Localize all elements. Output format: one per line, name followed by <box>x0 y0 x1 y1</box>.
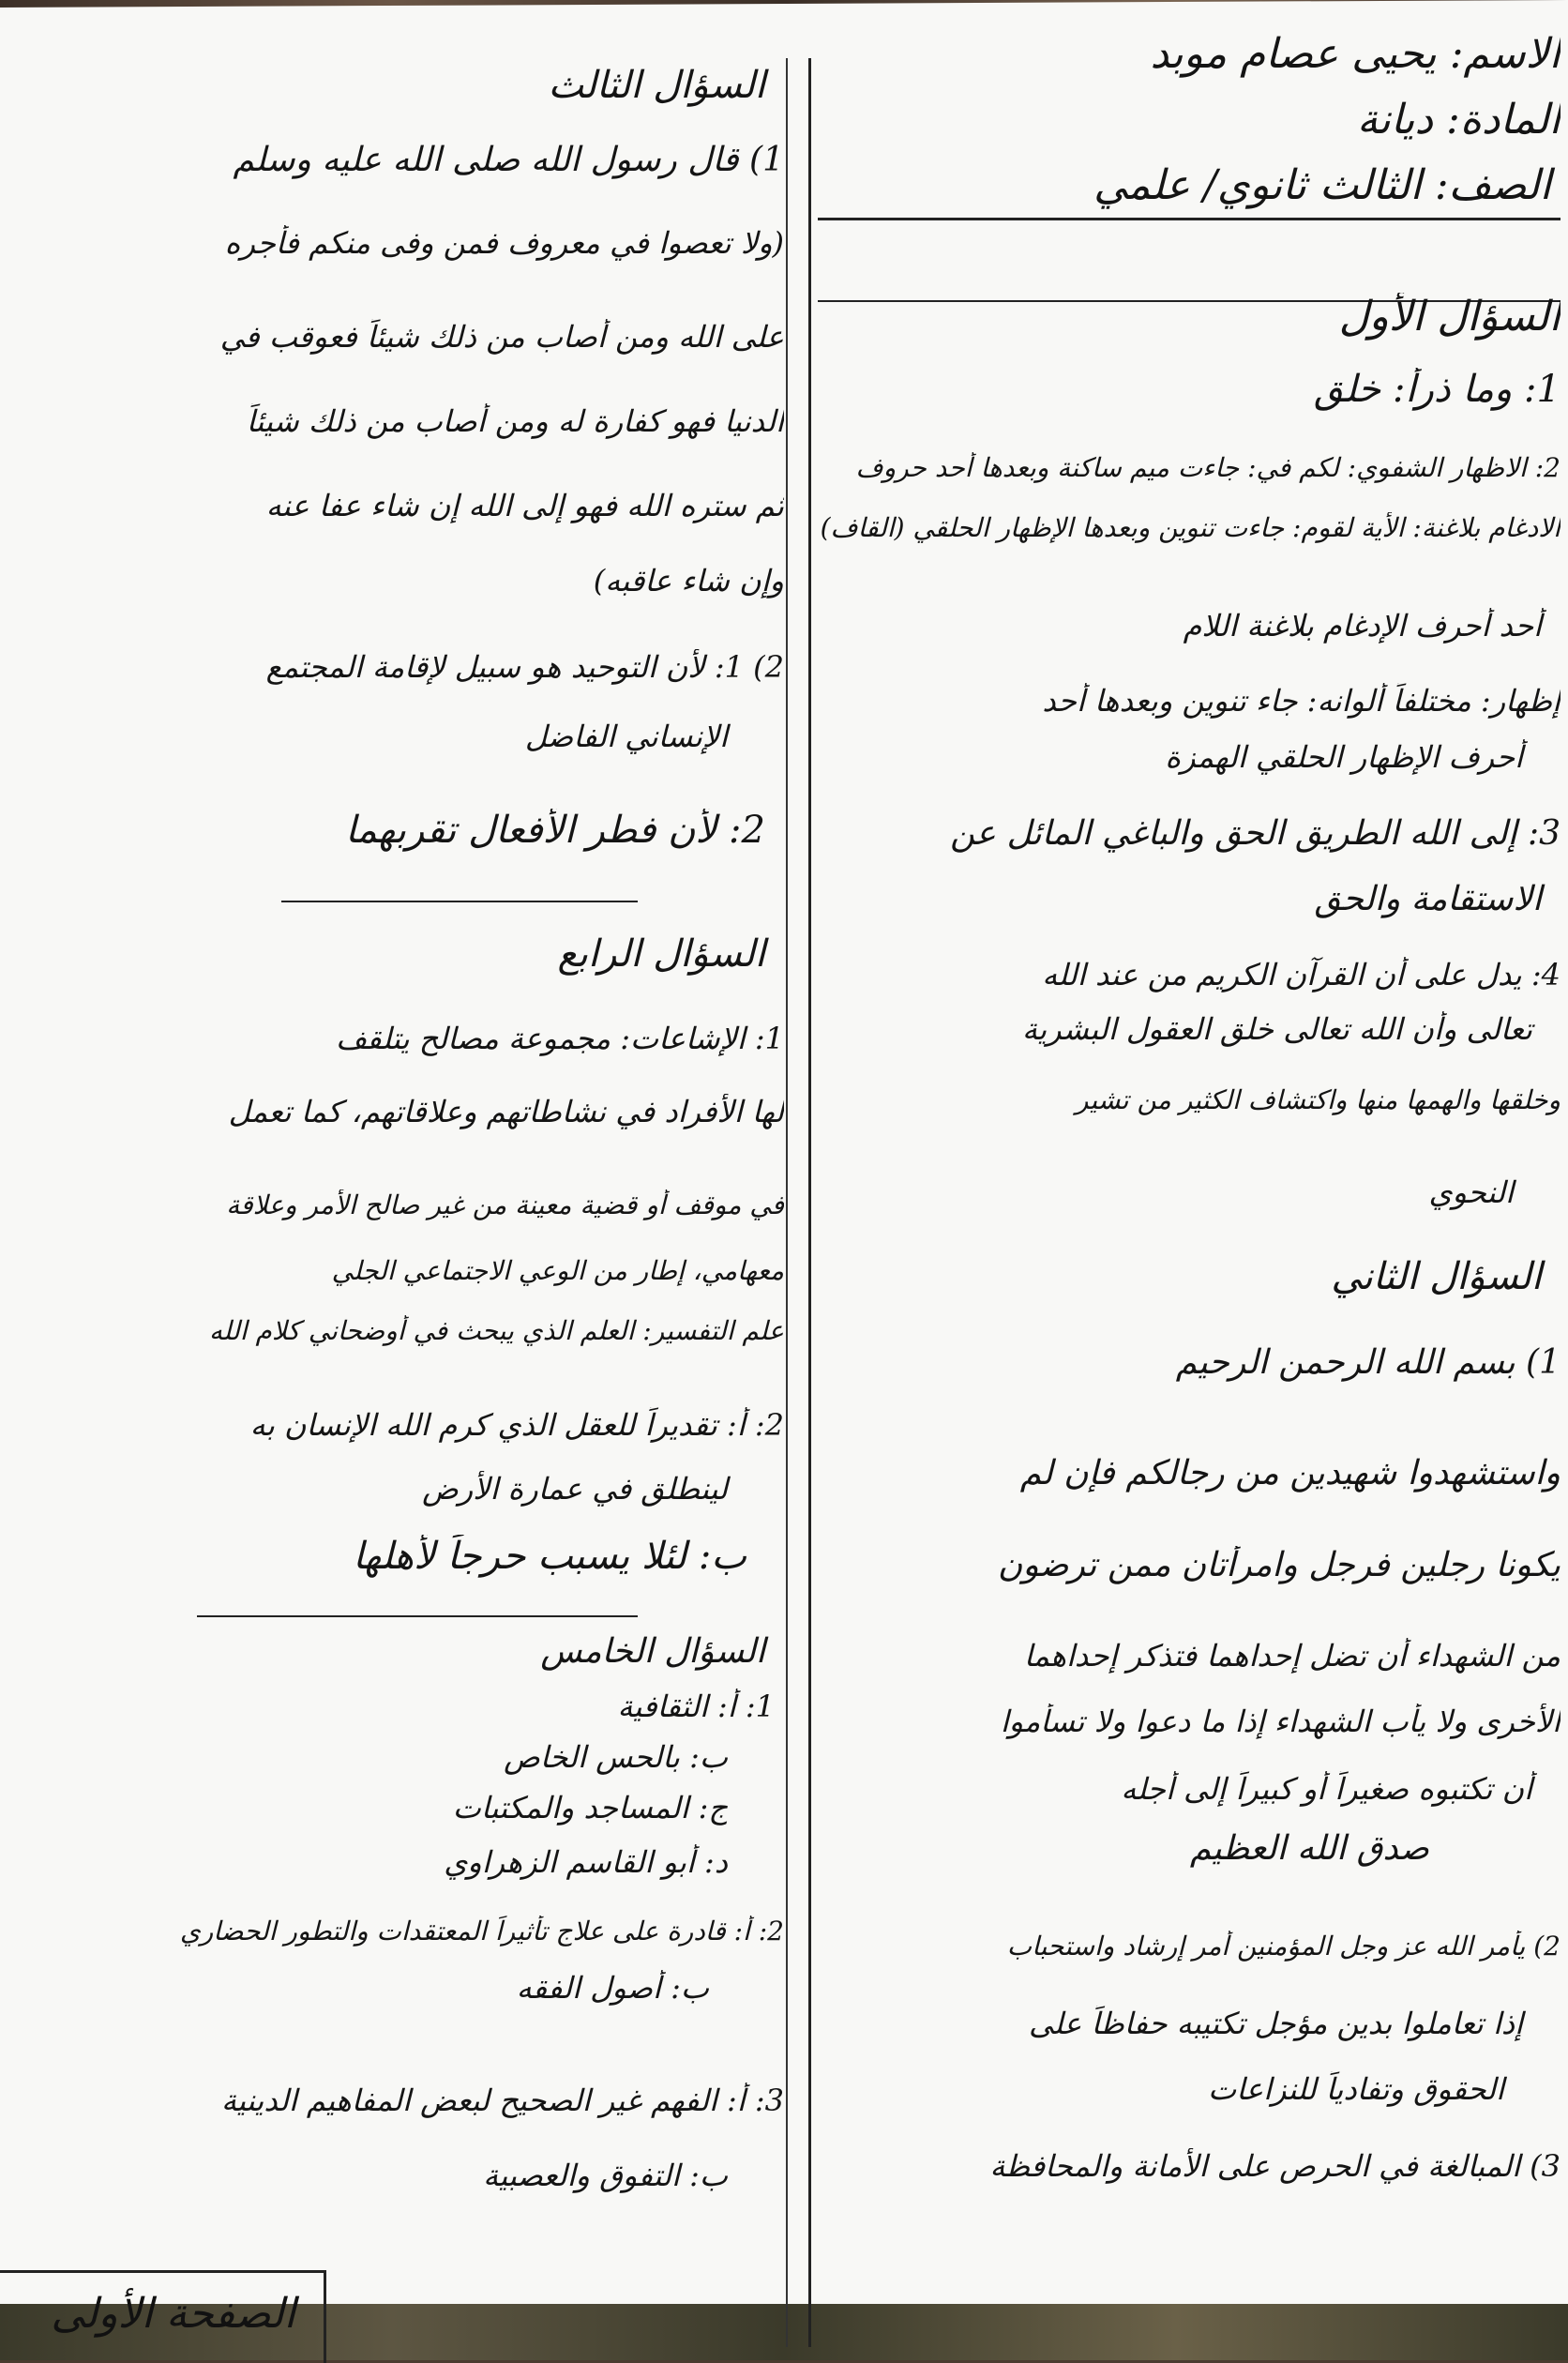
q3-line: على الله ومن أصاب من ذلك شيئاً فعوقب في <box>219 319 784 355</box>
q4-line: معهامي، إطار من الوعي الاجتماعي الجلي <box>331 1255 784 1286</box>
q4-line: لها الأفراد في نشاطاتهم وعلاقاتهم، كما تعمل <box>228 1094 784 1129</box>
q2-line: من الشهداء أن تضل إحداهما فتذكر إحداهما <box>1023 1638 1560 1674</box>
q5-line: 3: أ: الفهم غير الصحيح لبعض المفاهيم الدينية <box>220 2083 784 2118</box>
q3-line: 2: لأن فطر الأفعال تقربهما <box>345 809 765 852</box>
q2-line: إذا تعاملوا بدين مؤجل تكتيبه حفاظاً على <box>1029 2006 1523 2041</box>
q3-line: الدنيا فهو كفارة له ومن أصاب من ذلك شيئاً <box>246 403 784 439</box>
header-underline <box>818 218 1560 220</box>
q1-line: أحرف الإظهار الحلقي الهمزة <box>1165 739 1523 775</box>
column-divider <box>808 58 811 2347</box>
q4-line: في موقف أو قضية معينة من غير صالح الأمر وعلاقة <box>226 1189 784 1220</box>
q4-separator <box>197 1615 638 1617</box>
q5-line: ج: المساجد والمكتبات <box>452 1790 728 1825</box>
q4-line: لينطلق في عمارة الأرض <box>422 1471 728 1507</box>
q1-line: أحد أحرف الإدغام بلاغنة اللام <box>1183 608 1542 644</box>
q2-line: 1) بسم الله الرحمن الرحيم <box>1175 1343 1560 1382</box>
q4-line: 2: أ: تقديراً للعقل الذي كرم الله الإنسان به <box>249 1407 784 1443</box>
q5-line: ب: أصول الفقه <box>516 1970 709 2006</box>
q3-line: (ولا تعصوا في معروف فمن وفى منكم فأجره <box>224 225 784 261</box>
q3-title: السؤال الثالث <box>548 64 765 107</box>
q1-line: النحوي <box>1428 1174 1514 1210</box>
grade: الصف: الثالث ثانوي/ علمي <box>1093 161 1551 209</box>
q3-line: 1) قال رسول الله صلى الله عليه وسلم <box>233 141 784 179</box>
q2-line: الحقوق وتفادياً للنزاعات <box>1208 2071 1504 2107</box>
q2-line: أن تكتبوه صغيراً أو كبيراً إلى أجله <box>1121 1771 1532 1807</box>
q1-title: السؤال الأول <box>1338 293 1560 341</box>
q2-line: واستشهدوا شهيدين من رجالكم فإن لم <box>1019 1454 1560 1492</box>
subject: المادة: ديانة <box>1356 96 1560 144</box>
right-column <box>818 19 1560 2345</box>
left-column <box>0 19 784 2270</box>
q1-line: تعالى وأن الله تعالى خلق العقول البشرية <box>1022 1011 1532 1047</box>
page-label: الصفحة الأولى <box>51 2290 295 2338</box>
q4-line: 1: الإشاعات: مجموعة مصالح يتلقف <box>336 1021 784 1056</box>
q1-line: 2: الاظهار الشفوي: لكم في: جاءت ميم ساكنة وبعدها أحد حروف <box>855 452 1560 483</box>
column-divider-inner <box>786 58 788 2347</box>
q2-line: يكونا رجلين فرجل وامرأتان ممن ترضون <box>997 1546 1560 1584</box>
q1-line: 1: وما ذرأ: خلق <box>1313 368 1560 411</box>
q2-line: 2) يأمر الله عز وجل المؤمنين أمر إرشاد واستحباب <box>1006 1931 1560 1962</box>
q3-line: الإنساني الفاضل <box>524 719 728 754</box>
q4-line: ب: لئلا يسبب حرجاً لأهلها <box>353 1535 746 1578</box>
q1-line: 3: إلى الله الطريق الحق والباغي المائل عن <box>950 814 1560 853</box>
q5-line: 1: أ: الثقافية <box>617 1689 775 1724</box>
q5-line: ب: التفوق والعصبية <box>483 2158 728 2193</box>
q2-line: الأخرى ولا يأب الشهداء إذا ما دعوا ولا تسأموا <box>1000 1704 1560 1739</box>
q3-separator <box>281 901 638 902</box>
q1-line: الادغام بلاغنة: الأية لقوم: جاءت تنوين وبعدها الإظهار الحلقي (القاف) <box>820 512 1560 543</box>
q4-line: علم التفسير: العلم الذي يبحث في أوضحاني كلام الله <box>208 1315 784 1346</box>
q2-line: صدق الله العظيم <box>1189 1829 1429 1868</box>
q5-title: السؤال الخامس <box>540 1632 765 1671</box>
q4-title: السؤال الرابع <box>557 932 765 976</box>
q1-line: 4: يدل على أن القرآن الكريم من عند الله <box>1042 957 1560 992</box>
q3-line: ثم ستره الله فهو إلى الله إن شاء عفا عنه <box>265 488 784 523</box>
q1-line: إظهار: مختلفاً ألوانه: جاء تنوين وبعدها أحد <box>1042 683 1560 719</box>
q2-line: 3) المبالغة في الحرص على الأمانة والمحافظة <box>989 2148 1560 2184</box>
q5-line: ب: بالحس الخاص <box>504 1739 728 1775</box>
q3-line: 2) 1: لأن التوحيد هو سبيل لإقامة المجتمع <box>265 649 784 685</box>
q3-line: وإن شاء عاقبه) <box>593 563 784 598</box>
q1-line: وخلقها والهمها منها واكتشاف الكثير من تشير <box>1075 1084 1560 1115</box>
page-label-box <box>0 2270 326 2363</box>
q2-title: السؤال الثاني <box>1331 1255 1542 1298</box>
q1-line: الاستقامة والحق <box>1314 880 1542 918</box>
student-name: الاسم: يحيى عصام موبد <box>1150 30 1560 78</box>
q5-line: 2: أ: قادرة على علاج تأثيراً المعتقدات والتطور الحضاري <box>179 1916 784 1946</box>
q5-line: د: أبو القاسم الزهراوي <box>444 1844 728 1880</box>
